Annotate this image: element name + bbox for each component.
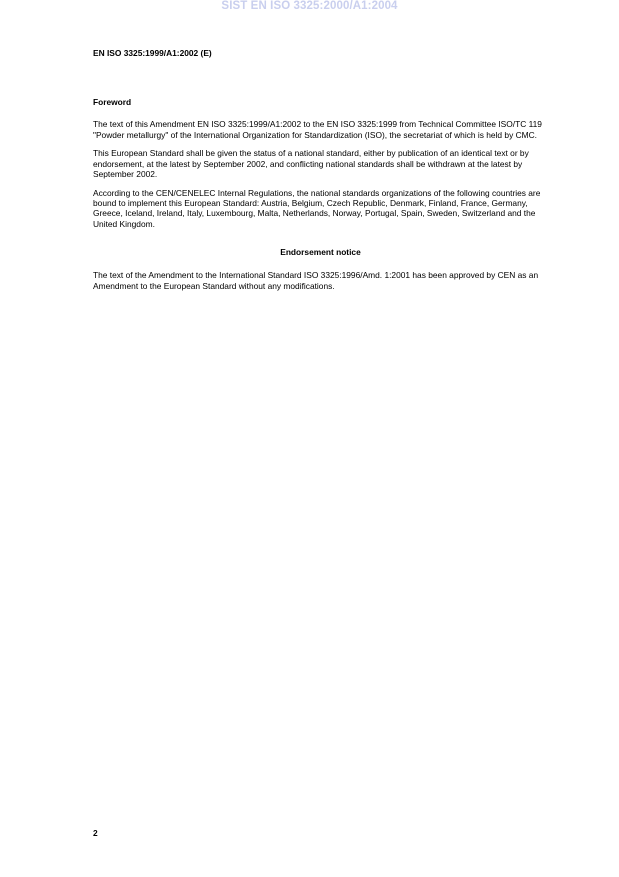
- watermark-text: SIST EN ISO 3325:2000/A1:2004: [221, 0, 398, 12]
- document-reference: EN ISO 3325:1999/A1:2002 (E): [93, 48, 212, 58]
- endorsement-heading: Endorsement notice: [280, 246, 361, 257]
- foreword-paragraph-1: The text of this Amendment EN ISO 3325:1999/A1:2002 to the EN ISO 3325:1999 from Technical Committee ISO/TC 119 "Powder metallurgy" of the International Organization for Standardization (ISO), the secretariat of which is held by CMC.: [93, 119, 542, 140]
- foreword-paragraph-2: This European Standard shall be given the status of a national standard, either by publication of an identical text or by endorsement, at the latest by September 2002, and conflicting national standards shall be withdrawn at the latest by September 2002.: [93, 148, 529, 179]
- foreword-heading: Foreword: [93, 97, 132, 107]
- page-number: 2: [93, 828, 98, 838]
- foreword-paragraph-3: According to the CEN/CENELEC Internal Regulations, the national standards organizations of the following countries are bound to implement this European Standard: Austria, Belgium, Czech Republic, Denmark, Finland, France, Germany, Greece, Iceland, Ireland, Italy, Luxembourg, Malta, Netherlands, Norway, Portugal, Spain, Sweden, Switzerland and the United Kingdom.: [93, 187, 541, 229]
- document-body: [93, 97, 548, 299]
- endorsement-paragraph: The text of the Amendment to the International Standard ISO 3325:1996/Amd. 1:2001 has been approved by CEN as an Amendment to the European Standard without any modifications.: [93, 270, 539, 291]
